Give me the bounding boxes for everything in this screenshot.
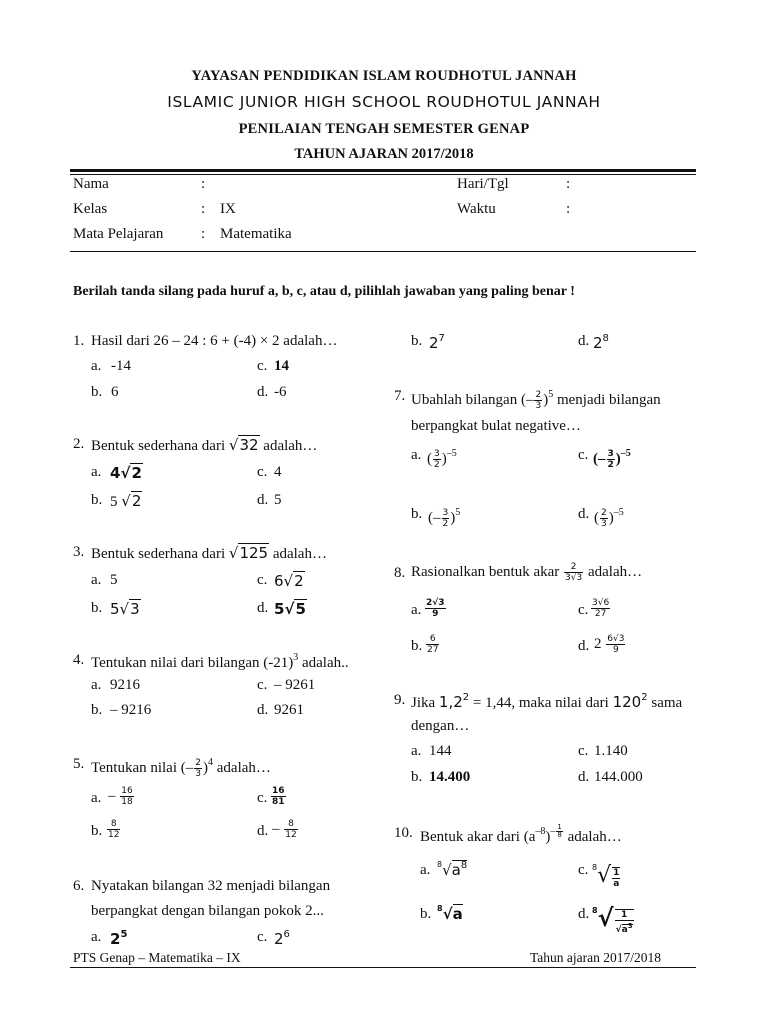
footer-rule — [70, 967, 696, 968]
q9-option-a[interactable]: 144 — [429, 743, 452, 759]
q3-option-d-letter[interactable]: d. — [257, 600, 269, 616]
q8-number: 8. — [394, 565, 406, 581]
q4-option-d[interactable]: 9261 — [274, 702, 304, 718]
q3-sqrt: √125 — [228, 544, 269, 562]
q7-option-c-letter[interactable]: c. — [578, 447, 589, 463]
q9-option-c[interactable]: 1.140 — [594, 743, 628, 759]
q1-option-a-letter[interactable]: a. — [91, 358, 102, 374]
q1-option-c-letter[interactable]: c. — [257, 358, 268, 374]
kelas-colon: : — [201, 201, 206, 217]
q10-option-c-letter[interactable]: c. — [578, 862, 589, 878]
q4-option-c[interactable]: – 9261 — [274, 677, 316, 693]
q10-option-d[interactable]: $^8$√ $\frac{1}{√a^3}$ — [592, 904, 633, 935]
exam-title: PENILAIAN TENGAH SEMESTER GENAP — [238, 121, 530, 137]
q3-text: Bentuk sederhana dari √125 adalah… — [91, 544, 327, 562]
q4-option-a[interactable]: 9216 — [110, 677, 140, 693]
q6-option-d[interactable]: $2^8$ — [593, 333, 609, 352]
q2-option-b-letter[interactable]: b. — [91, 492, 103, 508]
q2-option-a[interactable]: 4√2 — [110, 464, 142, 482]
header-rule-thin — [70, 174, 696, 175]
q10-text: Bentuk akar dari $(a^{-8})^{- \frac{1}{8}}$ adalah… — [420, 823, 622, 845]
q7-option-b-letter[interactable]: b. — [411, 506, 423, 522]
q9-line2: dengan… — [411, 718, 470, 734]
q3-option-d[interactable]: 5√5 — [274, 600, 306, 618]
q6-option-c[interactable]: $2^6$ — [274, 929, 290, 948]
q6-option-a-letter[interactable]: a. — [91, 929, 102, 945]
q7-option-d[interactable]: ( $\frac{2}{3}$ )$^{-5}$ — [594, 507, 624, 530]
q5-option-d-letter[interactable]: d. — [257, 823, 269, 839]
q2-sqrt: √32 — [228, 436, 259, 454]
q9-option-c-letter[interactable]: c. — [578, 743, 589, 759]
q10-option-b[interactable]: $^8$√a — [437, 904, 463, 923]
q7-option-a[interactable]: ( $\frac{3}{2}$ )$^{-5}$ — [427, 448, 457, 471]
q9-number: 9. — [394, 692, 406, 708]
q6-number: 6. — [73, 878, 85, 894]
q7-text: Ubahlah bilangan (– $\frac{2}{3}$ )$^5$ menjadi bilangan — [411, 389, 661, 412]
q7-option-a-letter[interactable]: a. — [411, 447, 422, 463]
header-rule-top — [70, 169, 696, 172]
q5-option-c[interactable]: $\frac{16}{81}$ — [272, 786, 285, 808]
mapel-label: Mata Pelajaran — [73, 226, 164, 242]
q6-line1: Nyatakan bilangan 32 menjadi bilangan — [91, 878, 331, 894]
q2-option-c[interactable]: 4 — [274, 464, 282, 480]
q9-option-d-letter[interactable]: d. — [578, 769, 590, 785]
q3-option-a[interactable]: 5 — [110, 572, 118, 588]
q8-option-d-letter[interactable]: d. — [578, 638, 590, 654]
year-title: TAHUN AJARAN 2017/2018 — [294, 146, 474, 162]
q2-text: Bentuk sederhana dari √32 adalah… — [91, 436, 318, 454]
identity-rule — [70, 251, 696, 252]
kelas-label: Kelas — [73, 201, 108, 217]
foundation-title: YAYASAN PENDIDIKAN ISLAM ROUDHOTUL JANNAH — [191, 68, 577, 84]
school-title: ISLAMIC JUNIOR HIGH SCHOOL ROUDHOTUL JANNAH — [167, 93, 601, 111]
q8-option-b-letter[interactable]: b. — [411, 638, 423, 654]
q2-number: 2. — [73, 436, 85, 452]
q3-option-c-letter[interactable]: c. — [257, 572, 268, 588]
q3-option-c[interactable]: 6√2 — [274, 572, 304, 590]
q7-option-d-letter[interactable]: d. — [578, 506, 590, 522]
q10-option-c[interactable]: $^8$√ $\frac{1}{a}$ — [592, 863, 620, 889]
mapel-colon: : — [201, 226, 206, 242]
q4-option-b-letter[interactable]: b. — [91, 702, 103, 718]
q1-option-c[interactable]: 14 — [274, 358, 289, 374]
q10-number: 10. — [394, 825, 413, 841]
kelas-value: IX — [220, 201, 236, 217]
q10-option-a-letter[interactable]: a. — [420, 862, 431, 878]
q4-number: 4. — [73, 652, 85, 668]
mapel-value: Matematika — [220, 226, 292, 242]
q6-option-c-letter[interactable]: c. — [257, 929, 268, 945]
q4-text: Tentukan nilai dari bilangan $(-21)^3$ adalah.. — [91, 652, 349, 671]
q5-text: Tentukan nilai (– $\frac{2}{3}$ )$^4$ adalah… — [91, 757, 271, 780]
q1-option-b-letter[interactable]: b. — [91, 384, 103, 400]
q8-option-a[interactable]: $\frac{2√3}{9}$ — [426, 598, 445, 620]
q2-option-d-letter[interactable]: d. — [257, 492, 269, 508]
q9-option-d[interactable]: 144.000 — [594, 769, 643, 785]
nama-colon: : — [201, 176, 206, 192]
q8-option-b[interactable]: $\frac{6}{27}$ — [427, 634, 439, 656]
q6-line2: berpangkat dengan bilangan pokok 2... — [91, 903, 324, 919]
q5-option-b[interactable]: $\frac{8}{12}$ — [108, 819, 120, 841]
q7-option-b[interactable]: (– $\frac{3}{2}$ )$^5$ — [428, 507, 461, 530]
q5-option-c-letter[interactable]: c. — [257, 790, 268, 806]
q5-option-b-letter[interactable]: b. — [91, 823, 103, 839]
q6-option-d-letter[interactable]: d. — [578, 333, 590, 349]
q3-option-a-letter[interactable]: a. — [91, 572, 102, 588]
footer-right: Tahun ajaran 2017/2018 — [530, 950, 662, 965]
q3-number: 3. — [73, 544, 85, 560]
waktu-label: Waktu — [457, 201, 496, 217]
q8-option-a-letter[interactable]: a. — [411, 602, 422, 618]
q10-option-d-letter[interactable]: d. — [578, 906, 590, 922]
q8-option-c[interactable]: $\frac{3√6}{27}$ — [592, 598, 610, 620]
q4-option-a-letter[interactable]: a. — [91, 677, 102, 693]
q4-option-c-letter[interactable]: c. — [257, 677, 268, 693]
q3-option-b-letter[interactable]: b. — [91, 600, 103, 616]
q8-option-c-letter[interactable]: c. — [578, 602, 589, 618]
q8-text: Rasionalkan bentuk akar $\frac{2}{3√3}$ adalah… — [411, 562, 643, 584]
nama-label: Nama — [73, 176, 109, 192]
q6-option-b-letter[interactable]: b. — [411, 333, 423, 349]
q9-option-b-letter[interactable]: b. — [411, 769, 423, 785]
q7-line2: berpangkat bulat negative… — [411, 418, 581, 434]
hari-colon: : — [566, 176, 571, 192]
q4-option-b[interactable]: – 9216 — [110, 702, 152, 718]
q9-text: Jika $1,2^2 = 1,44$, maka nilai dari $120^2$ sama — [411, 692, 683, 711]
q10-option-b-letter[interactable]: b. — [420, 906, 432, 922]
q9-option-b[interactable]: 14.400 — [429, 769, 471, 785]
q2-option-c-letter[interactable]: c. — [257, 464, 268, 480]
q5-number: 5. — [73, 756, 85, 772]
q1-number: 1. — [73, 333, 85, 349]
q5-option-a-letter[interactable]: a. — [91, 790, 102, 806]
q7-option-c[interactable]: (– $\frac{3}{2}$ )$^{-5}$ — [593, 448, 631, 471]
q10-option-a[interactable]: $^8√a^8$ — [437, 860, 468, 879]
q2-option-d[interactable]: 5 — [274, 492, 282, 508]
q7-number: 7. — [394, 388, 406, 404]
instruction: Berilah tanda silang pada huruf a, b, c, atau d, pilihlah jawaban yang paling benar ! — [73, 284, 575, 299]
q1-option-b[interactable]: 6 — [111, 384, 119, 400]
q1-option-d-letter[interactable]: d. — [257, 384, 269, 400]
footer-left: PTS Genap – Matematika – IX — [73, 950, 241, 965]
q4-option-d-letter[interactable]: d. — [257, 702, 269, 718]
q6-option-a[interactable]: $2^5$ — [110, 929, 128, 948]
q2-option-a-letter[interactable]: a. — [91, 464, 102, 480]
q8-option-d[interactable]: 2 $\frac{6√3}{9}$ — [594, 634, 625, 656]
hari-label: Hari/Tgl — [457, 176, 509, 192]
q9-option-a-letter[interactable]: a. — [411, 743, 422, 759]
q6-option-b[interactable]: $2^7$ — [429, 333, 445, 352]
q5-option-d[interactable]: – $\frac{8}{12}$ — [272, 819, 297, 841]
q5-option-a[interactable]: – $\frac{16}{18}$ — [108, 786, 133, 808]
q2-option-b[interactable]: 5 √2 — [110, 492, 142, 510]
q1-text: Hasil dari 26 – 24 : 6 + (-4) × 2 adalah… — [91, 333, 338, 349]
q1-option-a[interactable]: -14 — [111, 358, 131, 374]
q3-option-b[interactable]: 5√3 — [110, 600, 140, 618]
waktu-colon: : — [566, 201, 571, 217]
q1-option-d[interactable]: -6 — [274, 384, 287, 400]
